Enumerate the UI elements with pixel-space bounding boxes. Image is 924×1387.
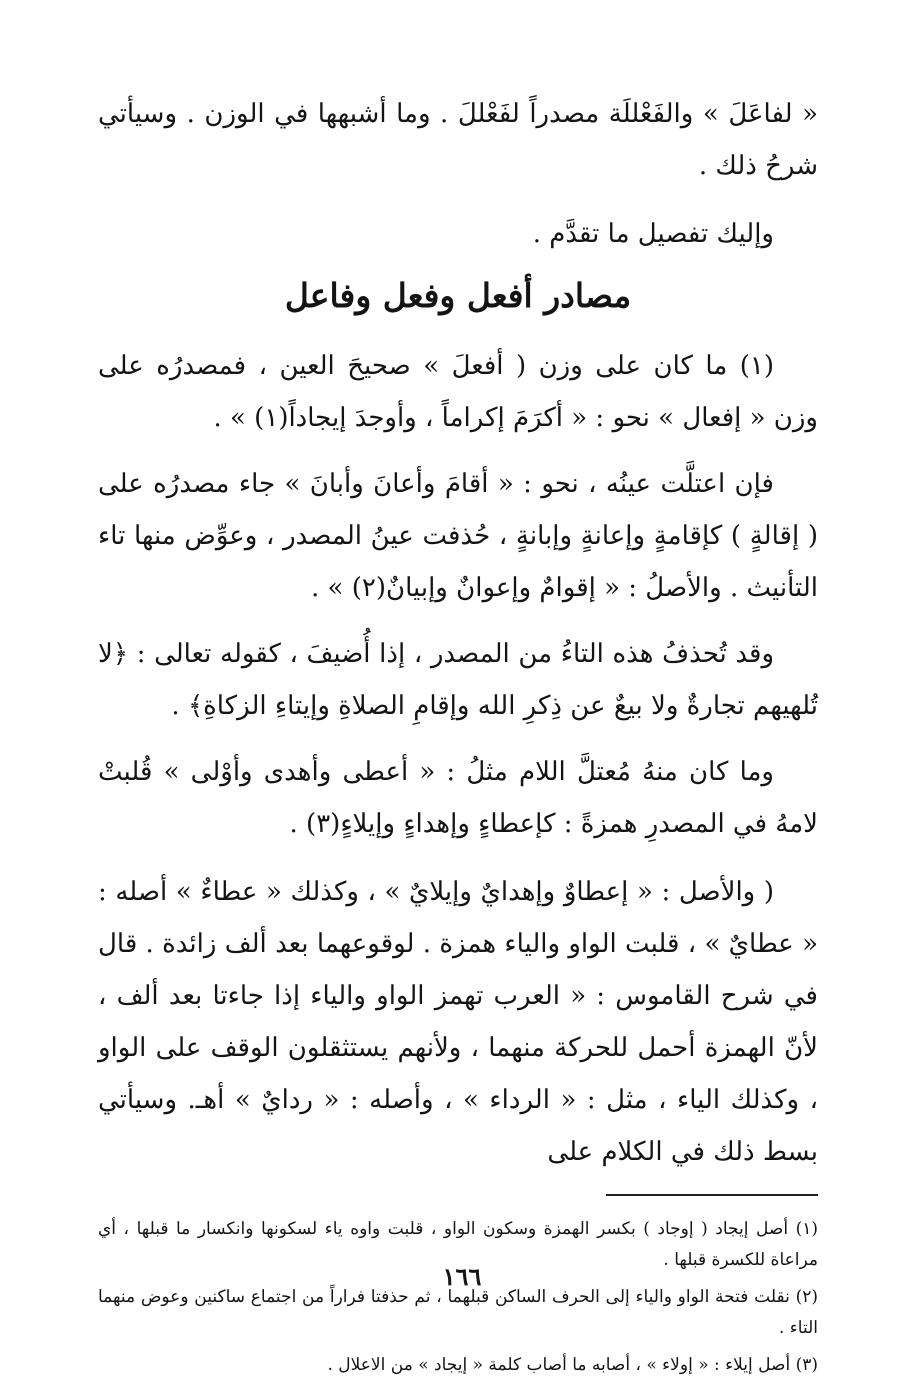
page-body xyxy=(98,88,818,1387)
footnote-3: (٣) أصل إيلاء : « إولاء » ، أصابه ما أصاب كلمة « إيجاد » من الاعلال . xyxy=(327,1355,818,1375)
section-paragraph-2: فإن اعتلَّت عينُه ، نحو : « أقامَ وأعانَ وأبانَ » جاء مصدرُه على ( إقالةٍ ) كإقامةٍ وإعانةٍ وإبانةٍ ، حُذفت عينُ المصدر ، وعوِّض منها تاء التأنيث . والأصلُ : « إقوامٌ وإعوانٌ وإبيانٌ(٢) » . xyxy=(98,469,818,603)
section-paragraph-4: وما كان منهُ مُعتلَّ اللام مثلُ : « أعطى وأهدى وأوْلى » قُلبتْ لامهُ في المصدرِ همزةً : كإعطاءٍ وإهداءٍ وإيلاءٍ(٣) . xyxy=(98,757,818,839)
footnote-divider xyxy=(606,1194,818,1196)
section-paragraph-5: ( والأصل : « إعطاوٌ وإهدايٌ وإيلايٌ » ، وكذلك « عطاءٌ » أصله : « عطايٌ » ، قلبت الواو والياء همزة . لوقوعهما بعد ألف زائدة . قال في شرح القاموس : « العرب تهمز الواو والياء إذا جاءتا بعد ألف ، لأنّ الهمزة أحمل للحركة منهما ، ولأنهم يستثقلون الوقف على الواو ، وكذلك الياء ، مثل : « الرداء » ، وأصله : « ردايٌ » أهـ. وسيأتي بسط ذلك في الكلام على xyxy=(98,877,818,1167)
section-paragraph-3: وقد تُحذفُ هذه التاءُ من المصدر ، إذا أُضيفَ ، كقوله تعالى : ﴿لا تُلهيهم تجارةٌ ولا بيعٌ عن ذِكرِ الله وإقامِ الصلاةِ وإيتاءِ الزكاةِ﴾ . xyxy=(98,639,818,721)
section-heading: مصادر أفعل وفعل وفاعل xyxy=(284,276,632,315)
intro-paragraph: « لفاعَلَ » والفَعْللَة مصدراً لفَعْللَ . وما أشبهها في الوزن . وسيأتي شرحُ ذلك . xyxy=(98,99,818,181)
footnote-1: (١) أصل إيجاد ( إوجاد ) بكسر الهمزة وسكون الواو ، قلبت واوه ياء لسكونها وانكسار ما قبلها ، أي مراعاة للكسرة قبلها . xyxy=(98,1219,818,1270)
section-paragraph-1: (١) ما كان على وزن ( أفعلَ » صحيحَ العين ، فمصدرُه على وزن « إفعال » نحو : « أكرَمَ إكراماً ، وأوجدَ إيجاداً(١) » . xyxy=(98,351,818,433)
page-number: ١٦٦ xyxy=(442,1262,482,1291)
footnote-2: (٢) نقلت فتحة الواو والياء إلى الحرف الساكن قبلهما ، ثم حذفتا فراراً من اجتماع ساكنين وعوض منهما التاء . xyxy=(98,1287,818,1338)
intro-transition: وإليك تفصيل ما تقدَّم . xyxy=(532,219,774,249)
